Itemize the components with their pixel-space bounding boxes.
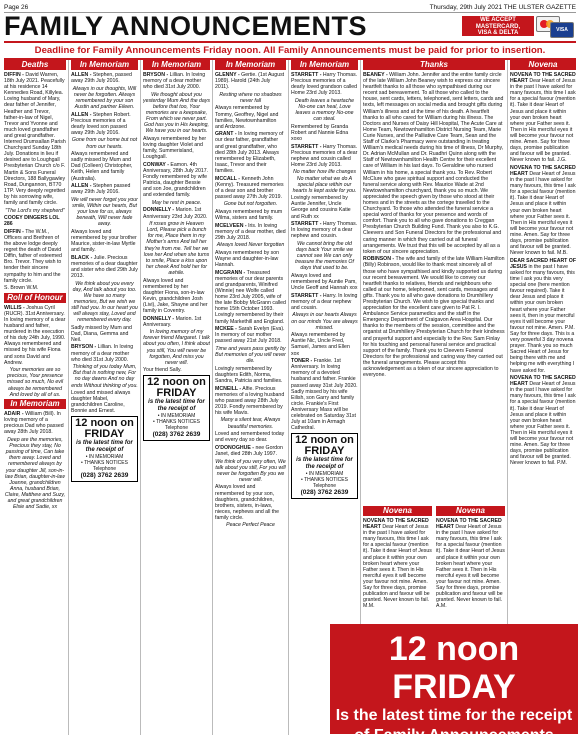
notice-text: The wife and family of the late William Hamilton (Billy) Robinson, would like to thank most sincerely all of those who have sympathised and kindly supported us during our recent bereavement. We would like to convey our heartfelt thanks to relatives, friends and neighbours who called at our home, telephoned, sent cards, messages and gifts. Thank you to all who gave donations to Drumhillery Presbyterian Church. We wish to give special thanks and appreciation for the excellent care given to Pat R. I. Ambulance Service paramedics and the staff in the Emergency Department of Craigavon Area Hospital. Our thanks to the members of the session, committee and the organist at Drumhillery Presbyterian Church for their kindness and prayerful support and especially to the Rev. Sam Finlay for his touching and personal funeral service and practical support of the family. Thank you to Cleevers Funeral Directors for the professional and caring way they carried out the funeral arrangements. Please accept this acknowledgement as a token of our sincere appreciation to everyone. — [363, 256, 505, 379]
notice-text: David Warren, 18th July 2021. Peacefully at his residence 14 Kennedies Road, Killylea. Loving husband of Mary, dear father of Jennifer, Heather and Trevor, father-in-law of Nigel, Trevor and Yvonne and much loved grandfather and great grandfather. Interred Drumsallan Parish Churchyard Sunday 18th July. Donations in lieu if desired are to Loughgall Presbyterian Church c/o F. Martin & Sons Funeral Directors, 188 Ballygawley Road, Dungannon, BT70 1TP. Very deeply regretted by his sorrowing wife, family and family circle. — [4, 72, 66, 206]
notice-name: WILLIS - — [4, 304, 25, 311]
masthead — [4, 13, 576, 39]
notice-entry — [215, 484, 286, 521]
notice-text: Sadly missed by Mum and Dad, Diana, Gemma and Neil. — [71, 324, 132, 343]
notice-entry — [510, 258, 576, 374]
notice-entry — [291, 273, 358, 291]
notice-entry — [71, 390, 138, 414]
ad-line-3: is the latest time for the receipt of — [76, 440, 133, 454]
notice-entry — [215, 386, 286, 416]
notice-verse: Always loved Never forgotten — [216, 242, 285, 249]
notice-name: BRYSON - — [143, 72, 169, 78]
notice-entry — [215, 366, 286, 384]
deadline-advert — [143, 375, 210, 441]
notice-name: NOVENA TO THE SACRED HEART — [436, 518, 502, 531]
accept-line-2: MASTERCARD, — [475, 23, 521, 30]
notice-text: Alfie. Precious memories of a loving husband who passed away 28th July 2019. Fondly remembered by his wife Mavis. — [215, 385, 285, 416]
payment-cards-logo — [536, 15, 574, 37]
notice-text: Marion. 1st Anniversary 23rd July 2020. — [143, 207, 208, 220]
section-header-deaths: Deaths — [4, 60, 66, 70]
notice-entry — [215, 72, 286, 90]
notice-entry — [291, 241, 358, 271]
notice-entry — [436, 518, 505, 609]
ad-line-2: FRIDAY — [304, 445, 345, 458]
notice-name: GLENNY - — [215, 72, 240, 78]
notice-entry — [215, 209, 286, 221]
notice-name: MCKEE - — [215, 326, 237, 333]
ad-line-5: • THANKS NOTICES — [153, 419, 200, 426]
column-divider — [68, 60, 69, 735]
in-memoriam-list — [215, 72, 286, 529]
notice-entry — [510, 72, 576, 163]
notice-entry — [215, 131, 286, 174]
notice-text: Remembered by Granda Robert and Nannie Edna xoxo — [291, 123, 349, 142]
ad-line-5: • THANKS NOTICES — [301, 477, 348, 484]
notice-verse: Death leaves a heartache No-one can heal, Love leaves a memory No-one can steal. — [294, 97, 355, 123]
in-memoriam-list — [291, 72, 358, 431]
notice-text: Dear Heart of Jesus in the past I have asked for many favours, this time I ask for a special favour (mention it). Take it dear Heart of Jesus and place it within your own broken heart where your Father sees it. Then in His merciful eyes it will become your favour not mine. Amen. Say for three days, promise publication and favour will be granted. Never known to fail. J.G. — [510, 78, 576, 164]
notice-text: Always loved and remembered by Auntie Pam, Uncle Geoff and Hannah xox — [291, 272, 358, 292]
column-divider — [288, 60, 289, 735]
novena-list — [436, 518, 505, 609]
notice-entry — [143, 278, 210, 315]
notice-entry — [215, 92, 286, 104]
notice-verse: Many a silent tear, Always beautiful memories. — [220, 417, 281, 430]
section-header-in-memoriam: In Memoriam — [291, 60, 358, 70]
notice-entry — [510, 165, 576, 256]
deadline-banner-advert — [330, 624, 578, 744]
notice-name: ROBINSON - — [363, 256, 395, 263]
notice-entry — [215, 326, 286, 344]
section-header-novena: Novena — [436, 506, 505, 516]
notice-verse: May he rest in peace. — [151, 199, 202, 206]
notice-entry — [291, 358, 358, 431]
notice-entry — [143, 162, 210, 199]
notice-text: Harry. In loving memory of a dear nephew and cousin. — [291, 292, 358, 311]
notice-text: Always loved and remembered by your son, daughters, grandchildren, brothers, sisters, in-laws, nieces, nephews and all the family circle. — [215, 484, 280, 521]
ad-line-3: is the latest time for the receipt of — [148, 399, 205, 413]
deadline-notice: Deadline for Family Announcements Friday noon. All Family Announcements must be paid for prior to insertion. — [4, 41, 576, 60]
notice-text: Loved and remembered today and every day so dear. — [215, 431, 285, 444]
notice-verse: We think of you very often, We talk about you still, For you will never be forgotten By you we never will. — [215, 458, 286, 483]
notice-entry — [71, 364, 138, 388]
column-thanks — [363, 60, 505, 504]
notice-entry — [215, 417, 286, 429]
notice-name: STARRETT - — [291, 292, 322, 299]
cards-accepted-badge — [462, 16, 534, 36]
notice-entry — [71, 255, 138, 279]
notice-text: Treasured memories of our dear parents and grandparents, Winifred (Winnie) nee Wolfe called home 23rd July 2005, wife of the late Bobby McGrann called home 15th October 1993. Lovingly remembered by their family Markethill and England. — [215, 269, 286, 325]
ad-line-6: Telephone — [164, 425, 189, 432]
notice-text: Loved and missed always daughter Mabel, grandchildren Caroline, Bonnie and Ernest. — [71, 390, 131, 415]
notice-name: COOEY DINGERS LOL 286 — [4, 215, 60, 228]
notice-entry — [215, 522, 286, 528]
notice-text: S. Brown W.M. — [4, 285, 39, 292]
notice-name: NOVENA TO THE SACRED HEART — [510, 72, 576, 85]
notice-text: Always remembered by mum Wilma, sisters and family. — [215, 208, 283, 222]
visa-icon: VISA — [550, 22, 574, 38]
ad-line-6: Telephone — [312, 483, 337, 490]
notice-text: Marion. 1st Anniversary. — [143, 315, 202, 328]
notice-verse: Always in our thoughts, Will never be forgotten. Always remembered by your son Austin and partner Eileen. — [72, 85, 137, 110]
notice-entry — [215, 431, 286, 443]
notice-verse: Gone from our home but not from our hearts. — [71, 137, 138, 150]
notice-text: William John. Jennifer and the entire family circle of the late William John Beaney wish to express our sincere heartfelt thanks to all those who sympathised during our recent sad bereavement. To all those who called to the house, sent cards, letters, telephoned, sent letters, cards and texts, left messages on social media and brought gifts during William's illness and at the time of his death. A heartfelt thanks to all who cared for William during his illness. The Doctors and Nurses of Daisy Hill Hospital, The Acute Care at Home Team, Newtownhamilton District Nursing Team, Marie Curie Nurses, and the Palliative Care Team, Sean and the Staff of Clarke's Pharmacy were outstanding in treating William's medical needs during his time of illness, Dr Murphy, Dr. Adrian McMullan and Dr. Ruadhri Quinn along with the Staff of Newtownhamilton Health Centre for their excellent care of William in his last days. To Geraldine who nursed William in his home, a special thank you. To Rev. Robert McClure who gave spiritual support and conducted the funeral service along with Rev. Maurice Wade at 2nd Newtownhamilton churchyard, thank you so much. We appreciated the speech given by those who stood at their homes and in the streets as the cortege travelled to the Churchyard. To those who attended the funeral service a special word of thanks for your presence and words of comfort. Thank you to all who gave donations to Creggan Presbyterian Church Building Fund. Thank you also to K.G. Cleevers and Son Funeral Directors for the professional and caring manner in which they carried out all funeral arrangements. We trust that this will be accepted by all as a token of our sincere appreciation. — [363, 72, 504, 255]
notice-verse: We will never forget you your smile, Within our hearts, But your love for us, always beneath, Will never fade away. — [71, 196, 138, 228]
column-divider — [140, 60, 141, 735]
notice-name: STARRETT - — [291, 72, 322, 78]
notice-entry — [291, 98, 358, 122]
notice-name: BRYSON - — [71, 344, 97, 351]
banner-line-3: of Family Announcements — [354, 727, 554, 744]
notice-verse: Always in our hearts Always on our minds You are always missed. — [291, 312, 358, 331]
thanks-list — [363, 72, 505, 378]
in-memoriam-list — [4, 411, 66, 510]
notice-entry — [71, 72, 138, 84]
notice-verse: We cannot bring the old days back Your smile we cannot see We can only treasure the memories Of days that used to be. — [295, 240, 354, 272]
notice-text: Always loved and remembered by her daughter Fiona, son-in-law Kevin, grandchildren Josh (Livi), Jake, Shayne and her family in Coventry. — [143, 277, 208, 314]
notice-text: Kenneth John (Kenny). Treasured memories of a dear son and brother passed away 27th July 2019. — [215, 175, 284, 200]
notice-entry — [4, 208, 66, 214]
accept-line-1: WE ACCEPT — [480, 17, 516, 23]
notice-entry — [143, 207, 210, 219]
notice-entry — [291, 169, 358, 193]
column-in-memoriam-1 — [71, 60, 138, 735]
notice-entry — [143, 92, 210, 135]
notice-name: TONER - — [291, 358, 313, 365]
notice-text: Stephen Robert. Precious memories of a dearly loved son passed away 29th July 2016. — [71, 111, 131, 136]
ad-telephone: (028) 3762 2639 — [80, 472, 129, 480]
notice-entry — [291, 124, 358, 142]
roll-of-honour-list — [4, 305, 66, 398]
ad-telephone: (028) 3762 2639 — [300, 489, 349, 497]
notice-entry — [291, 332, 358, 356]
notice-entry — [71, 281, 138, 324]
notice-entry — [291, 293, 358, 311]
notice-text: Lovingly remembered by daughters Edith, Norma, Sandra, Patricia and families. — [215, 365, 283, 384]
notice-name: NOVENA TO THE SACRED HEART — [510, 375, 576, 388]
notice-entry — [510, 375, 576, 466]
notice-text: Always loved and remembered by your brother Maurice, sister-in-law Myrtle and family. — [71, 228, 137, 254]
notice-verse: Time and years pass gently by But memories of you will never die. — [215, 345, 286, 365]
notice-text: Lovingly remembered by Auntie Jennifer, Uncle George and cousins Katie and Ruth xx — [291, 195, 351, 220]
banner-line-2: Is the latest time for the receipt — [335, 707, 573, 724]
notice-name: DEAR SACRED HEART OF JESUS — [510, 257, 576, 270]
in-memoriam-list — [71, 72, 138, 414]
notice-text: Frankie. 1st Anniversary. In loving memory of a devoted husband and father. Frankie passed away 31st July 2020. Sadly missed by his wife Eilish, son Garry and family circle. Frankie's First Anniversary Mass will be celebrated on Saturday 31st July at 10am in Armagh Cathedral. — [291, 358, 358, 432]
notice-text: Joshua Cyril (RUCR). 31st Anniversary. In loving memory of a dear husband and father, murdered in the execution of his duty 24th July, 1990. Always remembered and missed by his wife Fiona and sons David and Andrew. — [4, 304, 66, 366]
notice-name: DIFFIN - — [4, 72, 24, 78]
notice-text: Lillian. In loving memory of a dear mother who died 31st July 2000. — [143, 72, 206, 91]
section-header-roll-of-honour: Roll of Honour — [4, 293, 66, 303]
notice-text: nee Gordon Janet, died 28th July 1997. — [215, 444, 283, 457]
notice-verse: Resting where no shadows never fall — [219, 91, 282, 104]
column-in-memoriam-2 — [143, 60, 210, 735]
notice-name: ALLEN - — [71, 111, 92, 118]
novena-list — [510, 72, 576, 467]
novena-list — [363, 518, 432, 609]
notice-verse: Peace Perfect Peace — [226, 522, 275, 529]
notice-entry — [215, 459, 286, 483]
notice-text: Dear Heart of Jesus in the past I have asked for many favours, this time I ask for a special favour (mention it). Take it dear Heart of Jesus and place it within your own broken heart where your Father sees it. Then in His merciful eyes it will become your favour not mine. Amen. Say for three days, promise publication and favour will be granted. Never known to fail. P.M. — [510, 381, 576, 467]
notice-verse: No matter how life changes No matter what we do A special place within our hearts Is kept aside for you. — [292, 169, 357, 194]
notice-text: Stephen, passed away 29th July 2016. — [71, 72, 132, 85]
notice-name: NOVENA TO THE SACRED HEART — [363, 518, 429, 531]
notice-text: The W.M., Officers and Brethren of the above lodge deeply regret the death of David Diffin, father of esteemed Bro. Trevor. They wish to tender their sincere sympathy to him and the family circle. — [4, 228, 62, 284]
notice-entry — [71, 151, 138, 181]
notice-entry — [215, 346, 286, 364]
notice-entry — [71, 325, 138, 343]
notice-text: in the past I have asked for many favours, this time I ask you this very special one (here mention favour required). Take it dear Jesus and place it within your own broken heart where your Father sees it, then in your merciful eyes it will become your favour not mine. Amen. P.M. Say for three days. This is a very powerful 3 day novena prayer. Thank you so much Sacred Heart of Jesus for being there with me and helping me with everything I have asked for. — [510, 263, 575, 374]
notice-verse: Deep are the memories, Precious they stay, No passing of time, Can take them away. Loved and remembered always by your daughter Jill, son-in-law Brian, daughter-in-law Joanne, grandchildren Anna, husband Brian, Claire, Matthew and Suzy, and great grandchildren Elsie and Sadie, xx — [4, 437, 66, 511]
notice-name: BEANEY - — [363, 72, 388, 78]
notice-name: GRANT - — [215, 131, 237, 138]
notice-entry — [291, 72, 358, 96]
notice-text: William (Bill). In loving memory of a precious Dad who passed away 28th July 2018. — [4, 411, 64, 436]
ad-line-4: • IN MEMORIAM — [305, 471, 344, 478]
ad-telephone: (028) 3762 2639 — [152, 431, 201, 439]
notice-entry — [291, 144, 358, 168]
notice-entry — [215, 242, 286, 248]
notice-entry — [71, 344, 138, 362]
notice-entry — [215, 250, 286, 268]
notice-text: Iris. In loving memory of a dear mother, died 29th July 2018. — [215, 222, 286, 241]
deaths-list — [4, 72, 66, 291]
notice-entry — [4, 285, 66, 291]
notice-entry — [291, 195, 358, 219]
notice-entry — [4, 305, 66, 366]
notice-text: Always remembered by her loving daughter Violet and family, Summerisland, Loughgall. — [143, 135, 207, 161]
notice-text: Harry Thomas. In loving memory of a dear nephew and cousin. — [291, 221, 358, 240]
notice-name: STARRETT - — [291, 143, 322, 150]
ad-line-3: is the latest time for the receipt of — [296, 457, 353, 471]
accept-line-3: VISA & DELTA — [477, 30, 519, 37]
notice-name: BLACK - — [71, 254, 93, 261]
notice-entry — [215, 270, 286, 325]
notice-text: Lillian. In loving memory of a dear mother who died 31st July 2000. — [71, 344, 134, 363]
ad-line-1: 12 noon on — [75, 417, 134, 430]
notice-name: MCCALL - — [215, 175, 240, 182]
notice-entry — [143, 367, 210, 373]
notice-entry — [4, 229, 66, 284]
notice-name: DONNELLY - — [143, 315, 175, 322]
issue-date: Thursday, 29th July 2021 THE ULSTER GAZETTE — [429, 3, 576, 11]
deadline-advert — [71, 416, 138, 482]
notice-text: In loving memory of our dear father, grandfather and great grandfather, who died 28th July 2013. Always remembered by Elizabeth, Isaac, Trevor and their families. — [215, 131, 284, 174]
section-header-in-memoriam: In Memoriam — [71, 60, 138, 70]
deadline-advert — [291, 433, 358, 499]
ad-line-2: FRIDAY — [156, 387, 197, 400]
section-header-in-memoriam: In Memoriam — [215, 60, 286, 70]
notice-entry — [4, 411, 66, 435]
column-in-memoriam-3 — [215, 60, 286, 735]
page-title: FAMILY ANNOUNCEMENTS — [4, 11, 368, 41]
notice-entry — [71, 112, 138, 136]
notice-name: ADAIR - — [4, 411, 24, 418]
section-header-novena: Novena — [510, 60, 576, 70]
notice-name: MCGRANN - — [215, 269, 246, 276]
notice-entry — [215, 105, 286, 129]
notice-entry — [71, 183, 138, 195]
notice-entry — [363, 518, 432, 609]
notice-entry — [215, 445, 286, 457]
page-number: Page 26 — [4, 3, 29, 11]
notice-name: CONWAY - — [143, 161, 169, 168]
section-header-in-memoriam: In Memoriam — [4, 399, 66, 409]
ad-line-4: • IN MEMORIAM — [85, 454, 124, 461]
notice-text: Always remembered by Tommy, Geoffrey, Nigel and families, Newtownhamilton and Ardzone. — [215, 105, 279, 130]
ad-line-4: • IN MEMORIAM — [157, 413, 196, 420]
notice-entry — [143, 200, 210, 206]
notice-entry — [291, 312, 358, 330]
notice-text: Dear Heart of Jesus in the past I have asked for many favours, this time I ask for a special favour (mention it). Take it dear Heart of Jesus and place it within your own broken heart where your Father sees it. Then in His merciful eyes it will become your favour not mine. Amen. Say for three days, promise publication and favour will be granted. Never known to fail. M.M. — [363, 524, 432, 610]
notice-verse: We think about you every day, And talk about you too. We have so many memories, But we wish we still had you. In our heart you will always stay, Loved and remembered every day. — [71, 280, 138, 324]
notice-text: Your friend Sally. — [143, 367, 182, 374]
ad-line-5: • THANKS NOTICES — [81, 460, 128, 467]
notice-name: DONNELLY - — [143, 207, 175, 214]
notice-entry — [215, 201, 286, 207]
notice-name: MCNEILL - — [215, 385, 242, 392]
notice-entry — [215, 176, 286, 200]
notice-entry — [363, 256, 505, 378]
notice-entry — [4, 437, 66, 510]
ad-line-1: 12 noon on — [147, 376, 206, 389]
notice-name: O'DONOGHUE - — [215, 444, 254, 451]
notice-entry — [4, 367, 66, 397]
notice-text: Stephen passed away 29th July 2016. — [71, 183, 131, 196]
notice-verse: Gone but not forgotten. — [223, 201, 278, 208]
notice-name: MCELVEEN - — [215, 222, 247, 229]
column-novena-right — [510, 60, 576, 622]
notice-entry — [4, 215, 66, 227]
notice-verse: In loving memory of my forever friend Margaret. I talk about you often, I think about you still, You will never be forgotten, And miss you never will. — [143, 329, 210, 366]
notice-text: Julie. Precious memories of a dear daughter and sister who died 29th July 2013. — [71, 254, 138, 279]
section-header-in-memoriam: In Memoriam — [143, 60, 210, 70]
notice-name: ALLEN - — [71, 72, 92, 78]
notice-verse: We thought about you yesterday Mum And the days before that too, Your memories are a keepsake, From which we never part. God has you in His keeping, We have you in our hearts. — [143, 91, 210, 135]
notice-entry — [143, 136, 210, 160]
ad-line-1: 12 noon on — [295, 434, 354, 447]
notice-text: Dear Heart of Jesus in the past I have asked for many favours, this time I ask for a special favour (mention it). Take it dear Heart of Jesus and place it within your own broken heart where your Father sees it. Then in His merciful eyes it will become your favour not mine. Amen. Say for three days, promise publication and favour will be granted. Never known to fail. A.M. — [436, 524, 505, 610]
ad-line-6: Telephone — [92, 466, 117, 473]
notice-verse: "The Lord's my shepherd" — [5, 207, 65, 214]
notice-text: Always remembered by son Wayne and daughter-in-law Hannah. — [215, 250, 280, 269]
notice-text: Harry Thomas. Precious memories of a dearly loved grandson called Home 23rd July 2013. — [291, 72, 358, 97]
notice-name: NOVENA TO THE SACRED HEART — [510, 164, 576, 177]
notice-entry — [143, 329, 210, 366]
notice-entry — [291, 221, 358, 239]
banner-line-1: 12 noon FRIDAY — [388, 630, 520, 706]
notice-entry — [215, 223, 286, 241]
section-header-thanks: Thanks — [363, 60, 505, 70]
column-novena-b — [436, 506, 505, 622]
column-novena-a — [363, 506, 432, 622]
notice-name: ALLEN - — [71, 183, 92, 190]
notice-name: DIFFIN - — [4, 228, 24, 235]
notice-text: Gertie. (1st August 1989). Harold (24th July 2011). — [215, 72, 285, 91]
column-deaths — [4, 60, 66, 735]
notice-text: Dear Heart of Jesus in the past I have asked for many favours, this time I ask for a special favour (mention it). Take it dear Heart of Jesus and place it within your own broken heart where your Father sees it. Then in His merciful eyes it will become your favour not mine. Amen. Say for three days, promise publication and favour will be granted. Never known to fail. M.B. — [510, 171, 576, 257]
notice-verse: Your memories are so precious, Your presence missed so much, No evil always be remembered And loved by all of us. — [6, 367, 64, 398]
notice-text: Eamon. 4th Anniversary, 28th July 2017. Fondly remembered by wife Patricia, daughter Bessie and son Joe, grandchildren and extended family. — [143, 161, 209, 199]
notice-entry — [143, 72, 210, 90]
notice-entry — [71, 197, 138, 227]
notice-text: Sarah Evelyn (Eva). In memory of our mother passed away 21st July 2018. — [215, 326, 285, 345]
column-divider — [212, 60, 213, 735]
notice-verse: Thinking of you today Mum, But that is nothing new, For no day dawns And no day ends Without thinking of you. — [71, 364, 138, 389]
notice-text: Always remembered and sadly missed by Mum and Dad (Colleen) Christopher, Keith, Helen and family (Australia). — [71, 151, 133, 182]
in-memoriam-list — [143, 72, 210, 373]
notice-entry — [4, 72, 66, 206]
notice-entry — [71, 86, 138, 110]
notice-entry — [71, 137, 138, 149]
notice-text: Always remembered by Auntie Nic, Uncle Fred, Samuel, James and Ellen xox — [291, 332, 350, 357]
notice-entry — [363, 72, 505, 255]
notice-entry — [71, 229, 138, 253]
notice-entry — [143, 221, 210, 276]
notice-name: STARRETT - — [291, 221, 322, 228]
notice-entry — [143, 316, 210, 328]
notice-text: Harry Thomas. Precious memories of a dear nephew and cousin called Home 23rd July 2013. — [291, 143, 358, 168]
notice-verse: If roses grow in Heaven Lord, Please pick a bunch for me, Place them in my Mother's arms And tell her they're from me. Tell her we love her And when she turns to smile, Place a kiss upon her cheek And hold her for awhile. — [143, 221, 210, 276]
ad-line-2: FRIDAY — [84, 428, 125, 441]
section-header-novena: Novena — [363, 506, 432, 516]
